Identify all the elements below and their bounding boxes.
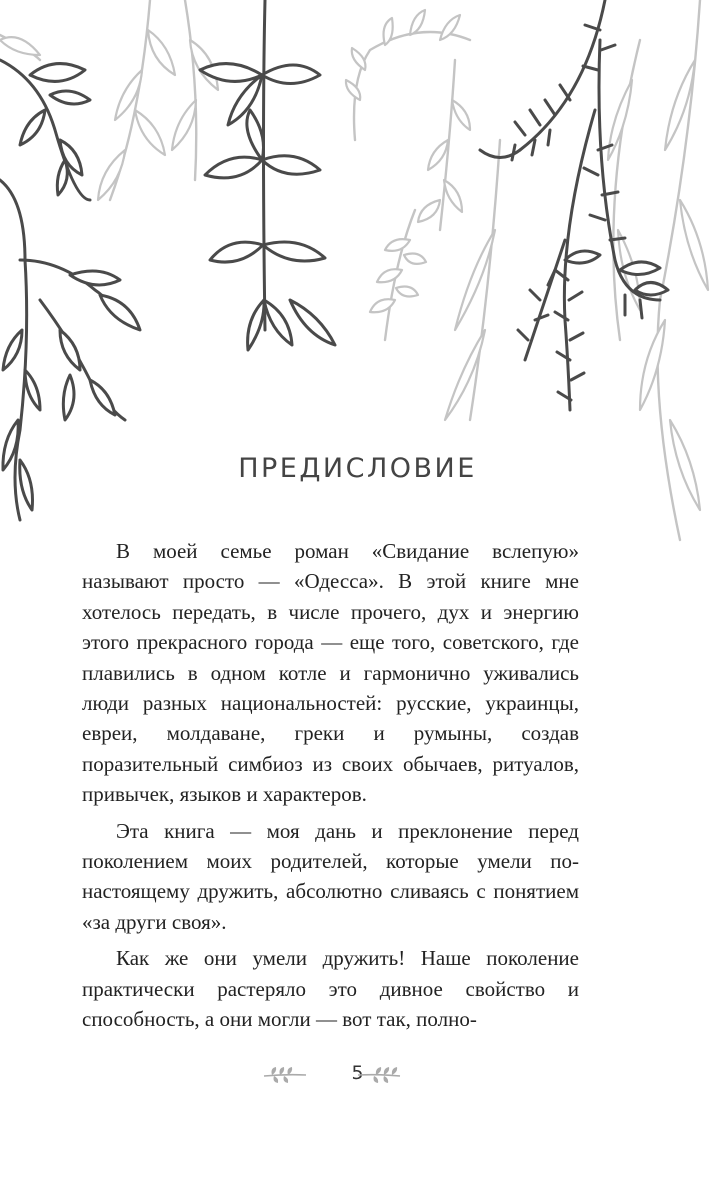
right-sprig-icon [356,1066,402,1084]
body-text [82,536,579,1041]
paragraph: Как же они умели дружить! Наше поколение практически растеряло это дивное свойство и способность, а они могли — вот так, полно- [82,946,579,1032]
chapter-heading: ПРЕДИСЛОВИЕ [238,453,477,484]
paragraph: В моей семье роман «Свидание вслепую» называют просто — «Одесса». В этой книге мне хотелось передать, в числе прочего, дух и энергию этого прекрасного города — еще того, советского, где плавились в одном котле и гармонично уживались люди разных национальностей: русские, украинцы, евреи, молдаване, греки и румыны, создав поразительный симбиоз из своих обычаев, ритуалов, привычек, языков и характеров. [82,539,579,807]
page-number: 5 [351,1062,364,1084]
paragraph: Эта книга — моя дань и преклонение перед поколением моих родителей, которые умели по-настоящему дружить, абсолютно сливаясь с понятием «за други своя». [82,818,579,934]
page-footer [0,1058,715,1092]
